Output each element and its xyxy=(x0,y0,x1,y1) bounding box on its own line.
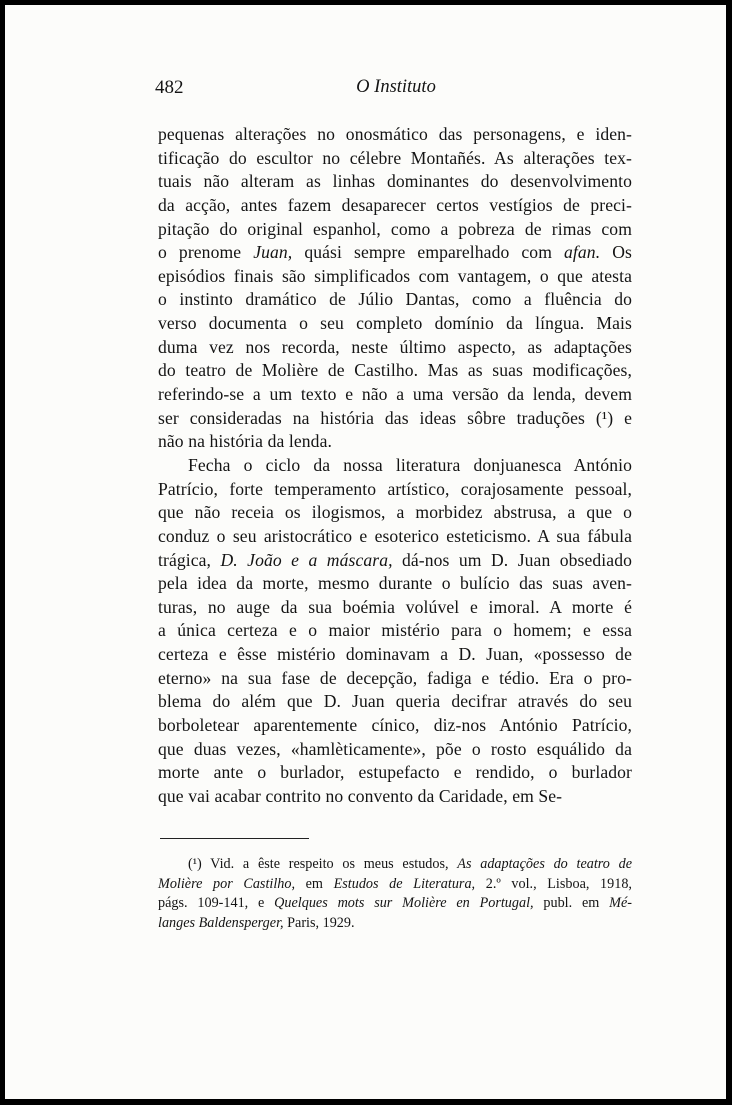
text-run: da acção, antes fazem desaparecer certos vestígios de preci- xyxy=(158,194,632,215)
text-run: o instinto dramático de Júlio Dantas, como a fluência do xyxy=(158,289,632,310)
text-run: trágica, xyxy=(158,549,221,570)
text-line xyxy=(158,123,632,147)
text-run: Fecha o ciclo da nossa literatura donjuanesca António xyxy=(188,454,632,475)
text-line xyxy=(158,478,632,502)
text-line xyxy=(158,596,632,620)
text-line xyxy=(158,572,632,596)
text-line xyxy=(158,714,632,738)
text-line xyxy=(158,218,632,242)
italic-text: As adaptações do teatro de xyxy=(457,856,633,872)
text-line xyxy=(158,914,632,934)
text-run: certeza e êsse mistério dominavam a D. Juan, «possesso de xyxy=(158,644,632,665)
text-run: não na história da lenda. xyxy=(158,431,332,452)
text-run: que vai acabar contrito no convento da Caridade, em Se- xyxy=(158,785,563,806)
text-run: episódios finais são simplificados com vantagem, o que atesta xyxy=(158,265,632,286)
text-run: e xyxy=(613,407,632,428)
text-line xyxy=(158,894,632,914)
text-run: duma vez nos recorda, neste último aspecto, as adaptações xyxy=(158,336,632,357)
text-run: o prenome xyxy=(158,242,254,263)
text-run: Os xyxy=(600,242,632,263)
text-run: em xyxy=(295,875,334,892)
text-line xyxy=(158,194,632,218)
text-line xyxy=(158,407,632,431)
text-line xyxy=(158,312,632,336)
text-run: que duas vezes, «hamlèticamente», põe o rosto esquálido da xyxy=(158,738,632,759)
text-line xyxy=(158,761,632,785)
italic-text: Mé- xyxy=(609,895,632,911)
text-run: referindo-se a um texto e não a uma versão da lenda, devem xyxy=(158,384,632,405)
text-run: Paris, 1929. xyxy=(283,914,355,931)
text-run: borboletear aparentemente cínico, diz-nos António Patrício, xyxy=(158,715,632,736)
text-run: pequenas alterações no onosmático das personagens, e iden- xyxy=(158,124,632,144)
text-line xyxy=(158,501,632,525)
text-line xyxy=(158,147,632,171)
page-header xyxy=(155,77,637,103)
text-run: morte ante o burlador, estupefacto e rendido, o burlador xyxy=(158,762,632,783)
text-run: (¹) xyxy=(595,407,614,428)
text-run: conduz o seu aristocrático e esoterico esteticismo. A sua fábula xyxy=(158,525,632,546)
text-run: pela idea da morte, mesmo durante o bulício das suas aven- xyxy=(158,573,632,594)
text-run: 2.º vol., Lisboa, 1918, xyxy=(475,875,632,892)
text-run: págs. 109-141, e xyxy=(158,895,275,911)
text-line xyxy=(158,667,632,691)
text-line xyxy=(158,785,632,809)
text-run: a única certeza e o maior mistério para o homem; e essa xyxy=(158,620,632,641)
text-run: tificação do escultor no célebre Montañés. As alterações tex- xyxy=(158,147,632,168)
footnote-separator xyxy=(160,838,309,839)
text-line xyxy=(158,383,632,407)
footnotes xyxy=(158,855,632,933)
italic-text: Molière por Castilho, xyxy=(158,875,295,892)
text-line xyxy=(158,336,632,360)
text-line xyxy=(158,430,632,454)
text-run: verso documenta o seu completo domínio da língua. Mais xyxy=(158,313,632,334)
text-line xyxy=(158,738,632,762)
italic-text: Juan, xyxy=(253,242,293,263)
italic-text: Estudos de Literatura, xyxy=(333,875,476,892)
italic-text: Quelques mots sur Molière en Portugal, xyxy=(274,895,534,911)
italic-text: langes Baldensperger, xyxy=(158,914,284,931)
text-run: turas, no auge da sua boémia volúvel e imoral. A morte é xyxy=(158,596,632,617)
text-run: tuais não alteram as linhas dominantes do desenvolvimento xyxy=(158,171,632,192)
text-run: dá-nos um D. Juan obsediado xyxy=(392,549,632,570)
paragraph xyxy=(158,123,632,454)
text-line xyxy=(158,855,632,875)
running-title: O Instituto xyxy=(356,77,436,97)
text-line xyxy=(158,359,632,383)
text-line xyxy=(158,525,632,549)
text-line xyxy=(158,454,632,478)
italic-text: afan. xyxy=(564,242,601,263)
text-run: pitação do original espanhol, como a pobreza de rimas com xyxy=(158,218,632,239)
text-run: Patrício, forte temperamento artístico, corajosamente pessoal, xyxy=(158,478,632,499)
text-line xyxy=(158,690,632,714)
book-page xyxy=(5,5,726,1099)
footnote xyxy=(158,855,632,933)
text-line xyxy=(158,288,632,312)
text-line xyxy=(158,265,632,289)
text-run: (¹) Vid. a êste respeito os meus estudos, xyxy=(188,856,458,872)
text-line xyxy=(158,170,632,194)
text-run: publ. em xyxy=(533,895,610,911)
italic-text: D. João e a máscara, xyxy=(220,549,393,570)
text-line xyxy=(158,875,632,895)
text-line xyxy=(158,549,632,573)
text-run: do teatro de Molière de Castilho. Mas as suas modificações, xyxy=(158,360,632,381)
text-line xyxy=(158,643,632,667)
text-run: blema do além que D. Juan queria decifrar através do seu xyxy=(158,691,632,712)
paragraph xyxy=(158,454,632,809)
page-number: 482 xyxy=(155,77,184,98)
text-line xyxy=(158,619,632,643)
body-text xyxy=(158,123,632,809)
text-run: eterno» na sua fase de decepção, fadiga e tédio. Era o pro- xyxy=(158,667,632,688)
text-run: ser consideradas na história das ideas sôbre traduções xyxy=(158,407,596,428)
text-run: que não receia os ilogismos, a morbidez abstrusa, a que o xyxy=(158,502,632,523)
text-line xyxy=(158,241,632,265)
text-run: quási sempre emparelhado com xyxy=(292,242,565,263)
